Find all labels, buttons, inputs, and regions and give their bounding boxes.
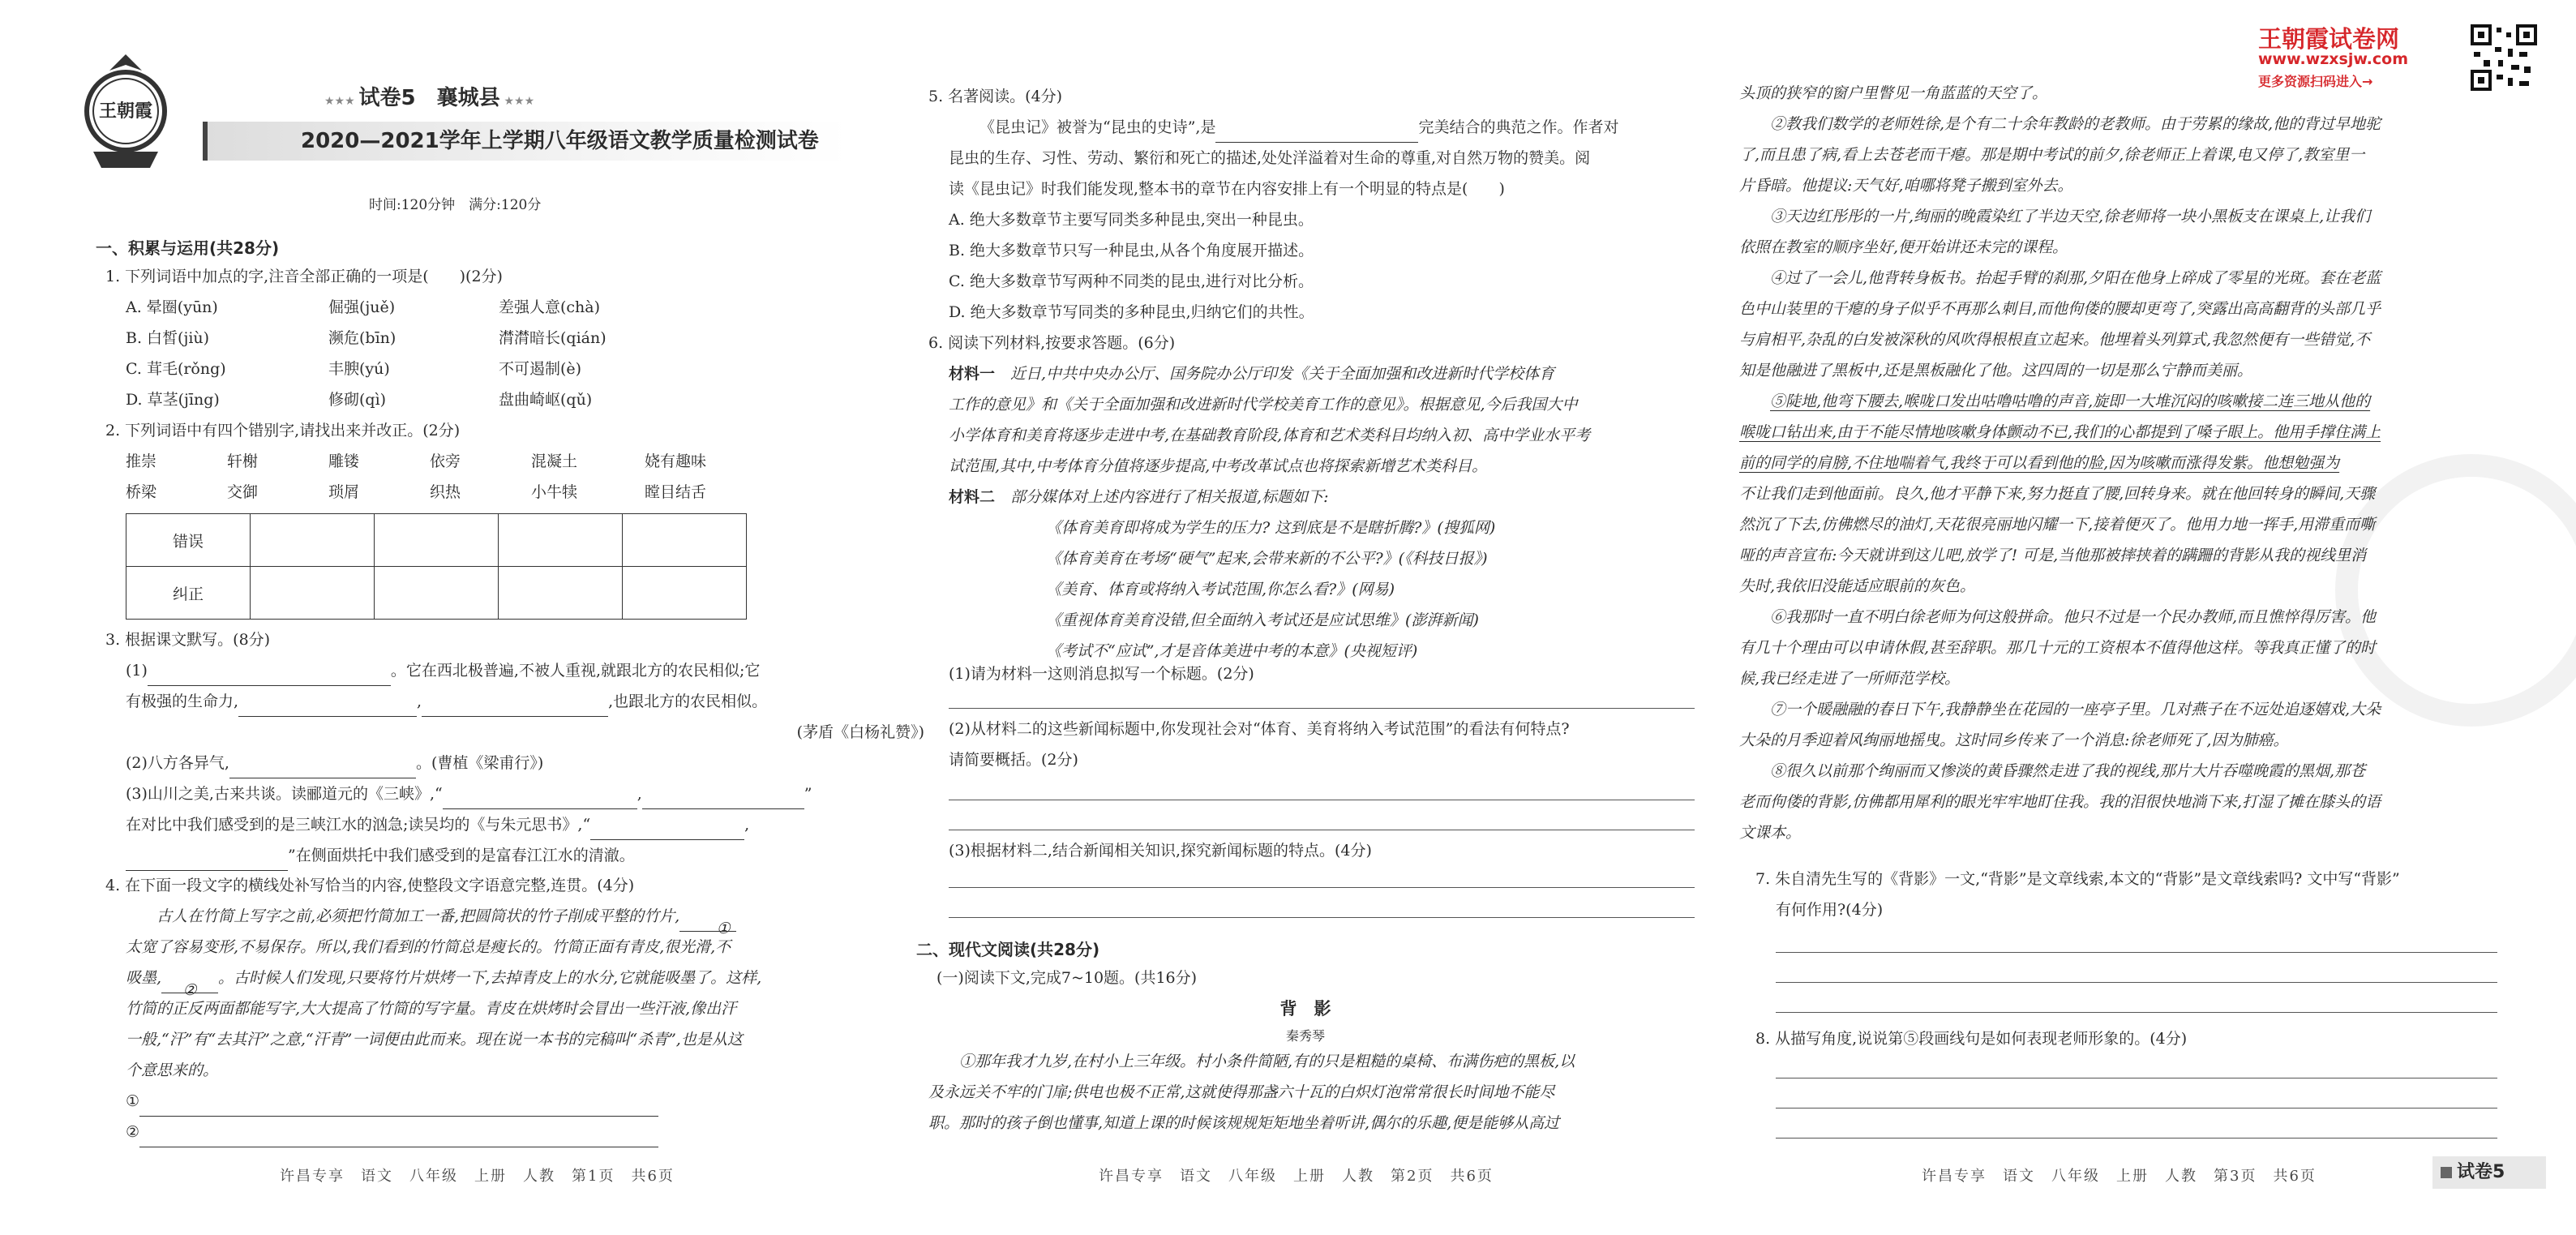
q2-word: 轩榭 [227,452,259,470]
q3-text: 。(曹植《梁甫行》) [415,754,544,772]
q7-text: 有何作用?(4分) [1776,901,1884,919]
news-headline: 《考试不“应试”,才是音体美进中考的本意》(央视短评) [1046,642,1418,660]
article-text: ⑦一个暖融融的春日下午,我静静坐在花园的一座亭子里。几对燕子在不远处追逐嬉戏,大朵 [1770,701,2381,718]
q2-word: 混凝土 [531,452,578,470]
q2-answer-cell[interactable] [499,567,623,620]
q3-text: , [636,785,642,803]
answer-blank[interactable] [642,791,804,809]
answer-line[interactable] [1776,1107,2497,1108]
answer-line[interactable] [949,886,1695,888]
q6-text: 近日,中共中央办公厅、国务院办公厅印发《关于全面加强和改进新时代学校体育 [1010,365,1555,383]
news-headline: 《重视体育美育没错,但全面纳入考试还是应试思维》(澎湃新闻) [1046,611,1479,629]
q2-answer-cell[interactable] [375,514,499,567]
q1-option-a: A. 晕圈(yūn) [126,298,218,316]
article-continued [1739,78,2493,848]
answer-line[interactable] [1776,1011,2497,1013]
answer-blank[interactable] [443,791,637,809]
q6-text: 工作的意见》和《关于全面加强和改进新时代学校美育工作的意见》。根据意见,今后我国大中 [949,396,1578,414]
q4-text: 古人在竹简上写字之前,必须把竹简加工一番,把圆筒状的竹子削成平整的竹片, [156,907,680,925]
answer-line[interactable] [949,916,1695,918]
article-text: 哑的声音宣布:今天就讲到这儿吧,放学了! 可是,当他那被摔挟着的蹒跚的背影从我的视线里消 [1739,547,2367,564]
article-text: 候,我已经走进了一所师范学校。 [1739,670,1961,688]
q4-text: 个意思来的。 [126,1061,219,1079]
q2-answer-table [126,513,747,620]
page-2 [916,0,1695,1235]
answer-blank[interactable] [590,821,744,840]
q3-text: 在对比中我们感受到的是三峡江水的汹急;读吴均的《与朱元思书》,“ [126,816,591,834]
answer-mark-1: ① [126,1092,140,1110]
answer-blank[interactable] [229,760,416,778]
q2-stem: 2. 下列词语中有四个错别字,请找出来并改正。(2分) [105,422,461,440]
article-text: ②教我们数学的老师姓徐,是个有二十余年教龄的老教师。由于劳累的缘故,他的背过早地驼 [1770,115,2381,133]
q5-stem: 5. 名著阅读。(4分) [928,88,1063,105]
article-para-1 [928,1046,1699,1139]
article-text: 文课本。 [1739,824,1802,842]
article-text: 及永远关不牢的门扉;供电也极不正常,这就使得那盏六十瓦的白炽灯泡常常很长时间地不能尽 [928,1083,1555,1101]
q6-sub1: (1)请为材料一这则消息拟写一个标题。(2分) [949,665,1254,683]
q2-word: 小牛犊 [531,483,578,501]
answer-line[interactable] [949,707,1695,709]
article-text: ④过了一会儿,他背转身板书。抬起手臂的刹那,夕阳在他身上碎成了零星的光斑。套在老蓝 [1770,269,2381,287]
q3-stem: 3. 根据课文默写。(8分) [105,631,271,649]
q1-option-c-word2: 丰腴(yú) [328,360,390,378]
q8: 8. 从描写角度,说说第⑤段画线句是如何表现老师形象的。(4分) [1755,1030,2188,1048]
q5-option-d[interactable]: D. 绝大多数章节写同类的多种昆虫,归纳它们的共性。 [949,303,1314,321]
article-title: 背 影 [1279,999,1331,1018]
article-text: 头顶的狭窄的窗户里瞥见一角蓝蓝的天空了。 [1739,84,2048,102]
q2-word: 娆有趣味 [645,452,707,470]
article-text: 不让我们走到他面前。良久,他才平静下来,努力挺直了腰,回转身来。就在他回转身的瞬间,天骤 [1739,485,2376,503]
article-text: 了,而且患了病,看上去苍老而干瘪。那是期中考试的前夕,徐老师正上着课,电又停了,教室里一 [1739,146,2365,164]
q3-text: , [417,693,422,710]
q4-passage [126,901,928,1147]
answer-blank-2[interactable]: ② [161,975,218,993]
q2-word: 织热 [430,483,461,501]
section-2-heading: 二、现代文阅读(共28分) [916,940,1100,959]
q1-option-c: C. 茸毛(rǒng) [126,360,226,378]
q6-sub2-text: (2)从材料二的这些新闻标题中,你发现社会对“体育、美育将纳入考试范围”的看法有何特点? [949,720,1570,738]
answer-line[interactable] [949,829,1695,830]
q2-answer-cell[interactable] [499,514,623,567]
q2-word: 推崇 [126,452,157,470]
answer-blank[interactable] [238,698,417,717]
article-text: 依照在教室的顺序坐好,便开始讲还未完的课程。 [1739,238,2068,256]
article-text: ③天边红彤彤的一片,绚丽的晚霞染红了半边天空,徐老师将一块小黑板支在课桌上,让我们 [1770,208,2371,225]
logo-text: 王朝霞 [98,101,152,122]
q5-option-c[interactable]: C. 绝大多数章节写两种不同类的昆虫,进行对比分析。 [949,272,1314,290]
news-headline: 《体育美育在考场“硬气”起来,会带来新的不公平?》(《科技日报》) [1046,550,1488,568]
q1-option-row [126,384,709,415]
q1-option-b-word2: 濒危(bīn) [328,329,396,347]
article-text: ⑧很久以前那个绚丽而又惨淡的黄昏骤然走进了我的视线,那片大片吞噬晚霞的黑烟,那苍 [1770,762,2366,780]
answer-line[interactable] [949,799,1695,800]
answer-line[interactable] [1776,951,2497,953]
answer-mark-2: ② [126,1123,140,1141]
q1-option-row [126,323,709,354]
q2-word: 交御 [227,483,259,501]
q2-word: 琐屑 [328,483,360,501]
article-text: 大朵的月季迎着风绚丽地摇曳。这时同乡传来了一个消息:徐老师死了,因为肺癌。 [1739,731,2289,749]
news-headline: 《体育美育即将成为学生的压力? 这到底是不是瞎折腾?》(搜狐网) [1046,519,1496,537]
article-text: 然沉了下去,仿佛燃尽的油灯,天花很亮丽地闪耀一下,接着便灭了。他用力地一挥手,用滞重而嘶 [1739,516,2376,534]
star-icon: ★★★ [499,95,535,108]
q2-word: 依旁 [430,452,461,470]
q5-text: 读《昆虫记》时我们能发现,整本书的章节在内容安排上有一个明显的特点是( ) [949,180,1505,198]
article-text: 知是他融进了黑板中,还是黑板融化了他。这四周的一切是那么宁静而美丽。 [1739,362,2253,380]
answer-blank[interactable] [148,667,391,686]
q1-options [126,292,709,415]
answer-blank[interactable] [422,698,608,717]
q3-text: (1) [126,662,148,680]
site-name: 王朝霞试卷网 [2258,25,2400,53]
q1-option-a-word2: 倔强(juě) [328,298,396,316]
q2-word: 桥梁 [126,483,157,501]
exam-subtitle: 2020—2021学年上学期八年级语文教学质量检测试卷 [301,129,819,153]
paper-tag [2432,1156,2546,1189]
q6-text: 小学体育和美育将逐步走进中考,在基础教育阶段,体育和艺术类科目均纳入初、高中学业水平考 [949,427,1591,444]
q3-text: (2)八方各异气, [126,754,229,772]
page-footer: 许昌专享 语文 八年级 上册 人教 第2页 共6页 [1099,1168,1494,1185]
q3-text: , [744,816,750,834]
q6-stem: 6. 阅读下列材料,按要求答题。(6分) [928,334,1176,352]
q6-material-1 [949,358,1699,667]
q1-option-row [126,354,709,384]
q6-sub2-text: 请简要概括。(2分) [949,751,1078,769]
q3-body [126,655,928,871]
answer-blank-1[interactable]: ① [679,913,736,932]
logo-seal [81,50,170,172]
q5-option-a[interactable]: A. 绝大多数章节主要写同类多种昆虫,突出一种昆虫。 [949,211,1314,229]
answer-line[interactable] [1776,981,2497,983]
q2-answer-cell[interactable] [251,514,375,567]
page-3 [1735,0,2546,1235]
q4-text: 吸墨, [126,969,162,987]
q5-text: 昆虫的生存、习性、劳动、繁衍和死亡的描述,处处洋溢着对生命的尊重,对自然万物的赞美。阅 [949,149,1591,167]
material-2-label: 材料二 [949,488,996,506]
q3-text: ”在侧面烘托中我们感受到的是富春江江水的清澈。 [288,847,635,864]
q1-option-b-word3: 潸潸暗长(qián) [499,329,606,347]
star-icon: ★★★ [324,95,359,108]
q5-text: 完美结合的典范之作。作者对 [1418,118,1619,136]
q5-body [949,112,1699,328]
exam-title: ★★★ 试卷5 襄城县 ★★★ [324,86,535,110]
q2-answer-cell[interactable] [251,567,375,620]
time-info: 时间:120分钟 满分:120分 [369,197,542,213]
section-1-heading: 一、积累与运用(共28分) [96,238,280,258]
article-text: 片昏暗。他提议:天气好,咱哪将凳子搬到室外去。 [1739,177,2073,195]
article-text: 职。那时的孩子倒也懂事,知道上课的时候该规规矩矩地坐着听讲,偶尔的乐趣,便是能够从高过 [928,1114,1560,1132]
article-author: 秦秀琴 [1285,1028,1325,1044]
q2-table-label-correct: 纠正 [126,567,251,620]
q3-text: ,也跟北方的农民相似。 [608,693,768,710]
q5-text: 《昆虫记》被誉为“昆虫的史诗”,是 [979,118,1216,136]
q1-option-d-word3: 盘曲崎岖(qǔ) [499,391,593,409]
part-1-heading: (一)阅读下文,完成7~10题。(共16分) [937,969,1198,987]
material-1-label: 材料一 [949,365,996,383]
underlined-sentence: ⑤陡地,他弯下腰去,喉咙口发出咕噜咕噜的声音,旋即一大堆沉闷的咳嗽接二连三地从他的 [1770,392,2371,410]
q2-answer-cell[interactable] [623,567,747,620]
article-text: ①那年我才九岁,在村小上三年级。村小条件简陋,有的只是粗糙的桌椅、布满伤疤的黑板,以 [959,1053,1575,1070]
q1-option-a-word3: 差强人意(chà) [499,298,601,316]
answer-line-1[interactable] [139,1098,658,1117]
q4-text: 竹简的正反两面都能写字,大大提高了竹简的写字量。青皮在烘烤时会冒出一些汗液,像出汗 [126,1000,737,1018]
q1-option-b: B. 白皙(jiù) [126,329,210,347]
q6-text: 试范围,其中,中考体育分值将逐步提高,中考改革试点也将探索新增艺术类科目。 [949,457,1488,475]
q2-words [126,446,706,508]
q1-option-d-word2: 修砌(qì) [328,391,387,409]
q6-text: 部分媒体对上述内容进行了相关报道,标题如下: [1010,488,1329,506]
q6-sub3: (3)根据材料二,结合新闻相关知识,探究新闻标题的特点。(4分) [949,842,1372,860]
site-url[interactable]: www.wzxsjw.com [2258,50,2409,68]
page-1 [81,0,924,1235]
q3-text: 。它在西北极普遍,不被人重视,就跟北方的农民相似;它 [390,662,761,680]
subtitle-banner [203,122,848,161]
site-slogan: 更多资源扫码进入→ [2258,74,2373,89]
q3-source: (茅盾《白杨礼赞》) [796,723,924,741]
page-footer: 许昌专享 语文 八年级 上册 人教 第3页 共6页 [1922,1168,2317,1185]
answer-line-2[interactable] [139,1129,658,1147]
q1-option-row [126,292,709,323]
q2-answer-cell[interactable] [623,514,747,567]
q2-answer-cell[interactable] [375,567,499,620]
article-text: 失时,我依旧没能适应眼前的灰色。 [1739,577,1976,595]
q7 [1755,864,2510,925]
article-text: 色中山装里的干瘪的身子似乎不再那么刺目,而他佝偻的腰却更弯了,突露出高高翻背的头部几乎 [1739,300,2381,318]
underlined-sentence: 喉咙口钻出来,由于不能尽情地咳嗽身体颤动不已,我们的心都提到了嗓子眼上。他用手撑住满上 [1739,423,2381,441]
paper-tag-label: 试卷5 [2457,1162,2505,1182]
underlined-sentence: 前的同学的肩膀,不住地喘着气,我终于可以看到他的脸,因为咳嗽而涨得发紫。他想勉强为 [1739,454,2340,472]
q2-table-label-wrong: 错误 [126,514,251,567]
article-text: 有几十个理由可以申请休假,甚至辞职。那几十元的工资根本不值得他这样。等我真正懂了的时 [1739,639,2377,657]
q1-option-d: D. 草茎(jīng) [126,391,220,409]
q1-stem: 1. 下列词语中加点的字,注音全部正确的一项是( )(2分) [105,268,503,285]
q4-text: 。古时候人们发现,只要将竹片烘烤一下,去掉青皮上的水分,它就能吸墨了。这样, [218,969,762,987]
answer-blank[interactable] [126,852,288,871]
article-text: ⑥我那时一直不明白徐老师为何这般拼命。他只不过是一个民办教师,而且憔悴得厉害。他 [1770,608,2377,626]
article-text: 与肩相平,杂乱的白发被深秋的风吹得根根直立起来。他埋着头列算式,我忽然便有一些错觉,不 [1739,331,2371,349]
article-text: 老而佝偻的背影,仿佛都用犀利的眼光牢牢地盯住我。我的泪很快地淌下来,打湿了摊在膝头的语 [1739,793,2381,811]
q2-word: 雕镂 [328,452,360,470]
q3-text: ” [804,785,812,803]
q3-text: (3)山川之美,古来共谈。读郦道元的《三峡》,“ [126,785,443,803]
q4-stem: 4. 在下面一段文字的横线处补写恰当的内容,使整段文字语意完整,连贯。(4分) [105,877,635,894]
q5-option-b[interactable]: B. 绝大多数章节只写一种昆虫,从各个角度展开描述。 [949,242,1314,259]
q6-sub2 [949,714,1699,775]
q2-word: 瞠目结舌 [645,483,707,501]
grid-icon [2441,1167,2452,1178]
q1-option-c-word3: 不可遏制(è) [499,360,582,378]
news-headline: 《美育、体育或将纳入考试范围,你怎么看?》(网易) [1046,581,1395,598]
q4-text: 一般,“汗”有“去其汗”之意,“汗青”一词便由此而来。现在说一本书的完稿叫“杀青”,也是从这 [126,1031,743,1048]
q4-text: 太宽了容易变形,不易保存。所以,我们看到的竹简总是瘦长的。竹简正面有青皮,很光滑,不 [126,938,731,956]
answer-line[interactable] [1776,1077,2497,1078]
answer-blank[interactable] [1215,124,1418,143]
q3-text: 有极强的生命力, [126,693,239,710]
page-footer: 许昌专享 语文 八年级 上册 人教 第1页 共6页 [280,1168,675,1185]
answer-line[interactable] [1776,1137,2497,1139]
q7-text: 7. 朱自清先生写的《背影》一文,“背影”是文章线索,本文的“背影”是文章线索吗? 文中写“背影” [1755,870,2400,888]
